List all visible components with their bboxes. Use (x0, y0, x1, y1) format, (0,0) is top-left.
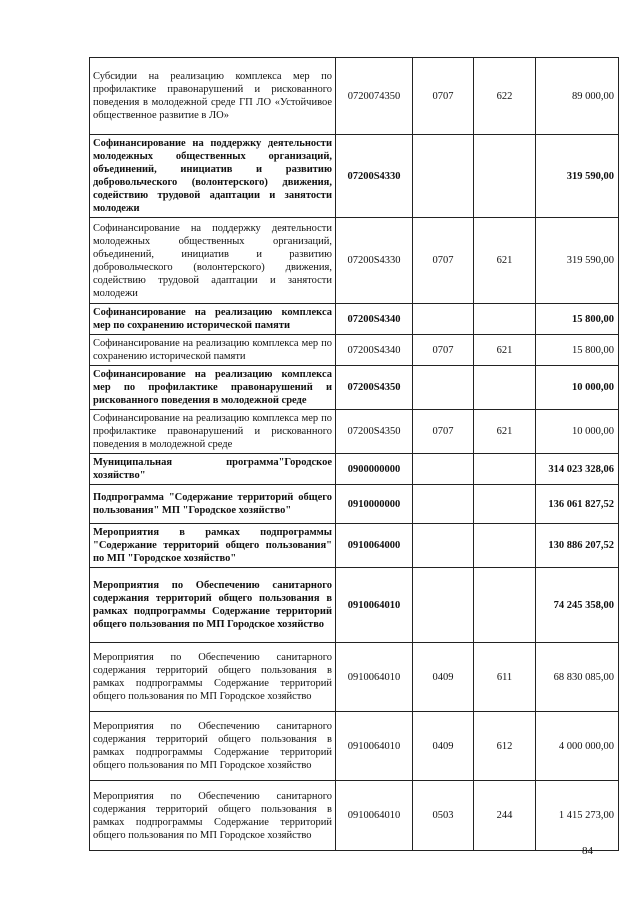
table-row (90, 524, 619, 568)
row-amount: 15 800,00 (536, 304, 619, 335)
row-name: Софинансирование на реализацию комплекса мер по сохранению исторической памяти (90, 304, 336, 335)
row-expense-type (474, 135, 536, 218)
row-name: Мероприятия по Обеспечению санитарного содержания территорий общего пользования в рамках подпрограммы Содержание территорий общего пользования по МП Городское хозяйство (90, 568, 336, 643)
row-expense-type (474, 304, 536, 335)
row-section-code: 0707 (413, 335, 474, 366)
row-section-code (413, 568, 474, 643)
row-section-code (413, 366, 474, 410)
row-target-code: 0720074350 (336, 58, 413, 135)
row-name: Мероприятия по Обеспечению санитарного содержания территорий общего пользования в рамках подпрограммы Содержание территорий общего пользования по МП Городское хозяйство (90, 712, 336, 781)
budget-table-body (90, 58, 619, 851)
row-target-code: 0910000000 (336, 485, 413, 524)
row-section-code: 0503 (413, 781, 474, 851)
table-row (90, 781, 619, 851)
row-amount: 319 590,00 (536, 135, 619, 218)
row-expense-type: 621 (474, 335, 536, 366)
table-row (90, 485, 619, 524)
row-section-code (413, 454, 474, 485)
row-expense-type: 621 (474, 410, 536, 454)
row-expense-type (474, 366, 536, 410)
row-section-code: 0707 (413, 218, 474, 304)
row-section-code (413, 135, 474, 218)
row-expense-type: 612 (474, 712, 536, 781)
row-amount: 68 830 085,00 (536, 643, 619, 712)
row-expense-type (474, 524, 536, 568)
row-target-code: 0910064010 (336, 712, 413, 781)
row-name: Муниципальная программа"Городское хозяйство" (90, 454, 336, 485)
row-name: Софинансирование на поддержку деятельности молодежных общественных организаций, объединений, инициатив и развитию добровольческого (волонтерского) движения, содействию трудовой адаптации и занятости молодежи (90, 135, 336, 218)
row-section-code (413, 524, 474, 568)
row-amount: 136 061 827,52 (536, 485, 619, 524)
row-section-code: 0707 (413, 410, 474, 454)
row-target-code: 0910064010 (336, 643, 413, 712)
table-row (90, 410, 619, 454)
row-section-code (413, 304, 474, 335)
row-target-code: 0900000000 (336, 454, 413, 485)
table-row (90, 366, 619, 410)
row-name: Субсидии на реализацию комплекса мер по профилактике правонарушений и рискованного поведения в молодежной среде ГП ЛО «Устойчивое общественное развитие в ЛО» (90, 58, 336, 135)
row-name: Софинансирование на поддержку деятельности молодежных общественных организаций, объединений, инициатив и развитию добровольческого (волонтерского) движения, содействию трудовой адаптации и занятости молодежи (90, 218, 336, 304)
row-section-code (413, 485, 474, 524)
table-row (90, 58, 619, 135)
row-amount: 314 023 328,06 (536, 454, 619, 485)
row-amount: 4 000 000,00 (536, 712, 619, 781)
row-expense-type: 622 (474, 58, 536, 135)
row-section-code: 0707 (413, 58, 474, 135)
row-expense-type (474, 485, 536, 524)
row-name: Софинансирование на реализацию комплекса мер по сохранению исторической памяти (90, 335, 336, 366)
row-target-code: 0910064000 (336, 524, 413, 568)
table-row (90, 643, 619, 712)
row-target-code: 07200S4340 (336, 304, 413, 335)
row-amount: 130 886 207,52 (536, 524, 619, 568)
row-expense-type (474, 454, 536, 485)
row-name: Софинансирование на реализацию комплекса мер по профилактике правонарушений и рискованного поведения в молодежной среде (90, 366, 336, 410)
page-number: 84 (582, 845, 593, 857)
table-row (90, 335, 619, 366)
row-expense-type (474, 568, 536, 643)
row-amount: 10 000,00 (536, 366, 619, 410)
row-expense-type: 621 (474, 218, 536, 304)
row-target-code: 0910064010 (336, 568, 413, 643)
table-row (90, 135, 619, 218)
row-target-code: 07200S4350 (336, 410, 413, 454)
row-amount: 15 800,00 (536, 335, 619, 366)
row-amount: 89 000,00 (536, 58, 619, 135)
row-amount: 10 000,00 (536, 410, 619, 454)
row-target-code: 07200S4330 (336, 135, 413, 218)
row-name: Подпрограмма "Содержание территорий общего пользования" МП "Городское хозяйство" (90, 485, 336, 524)
row-expense-type: 611 (474, 643, 536, 712)
row-name: Мероприятия по Обеспечению санитарного содержания территорий общего пользования в рамках подпрограммы Содержание территорий общего пользования по МП Городское хозяйство (90, 781, 336, 851)
table-row (90, 218, 619, 304)
row-section-code: 0409 (413, 643, 474, 712)
row-name: Мероприятия в рамках подпрограммы "Содержание территорий общего пользования" по МП "Городское хозяйство" (90, 524, 336, 568)
row-target-code: 07200S4330 (336, 218, 413, 304)
table-row (90, 712, 619, 781)
row-amount: 1 415 273,00 (536, 781, 619, 851)
row-target-code: 07200S4340 (336, 335, 413, 366)
table-row (90, 454, 619, 485)
row-name: Мероприятия по Обеспечению санитарного содержания территорий общего пользования в рамках подпрограммы Содержание территорий общего пользования по МП Городское хозяйство (90, 643, 336, 712)
budget-table (89, 57, 619, 851)
row-section-code: 0409 (413, 712, 474, 781)
row-target-code: 07200S4350 (336, 366, 413, 410)
row-target-code: 0910064010 (336, 781, 413, 851)
table-row (90, 568, 619, 643)
table-row (90, 304, 619, 335)
row-amount: 74 245 358,00 (536, 568, 619, 643)
row-expense-type: 244 (474, 781, 536, 851)
row-amount: 319 590,00 (536, 218, 619, 304)
row-name: Софинансирование на реализацию комплекса мер по профилактике правонарушений и рискованного поведения в молодежной среде (90, 410, 336, 454)
